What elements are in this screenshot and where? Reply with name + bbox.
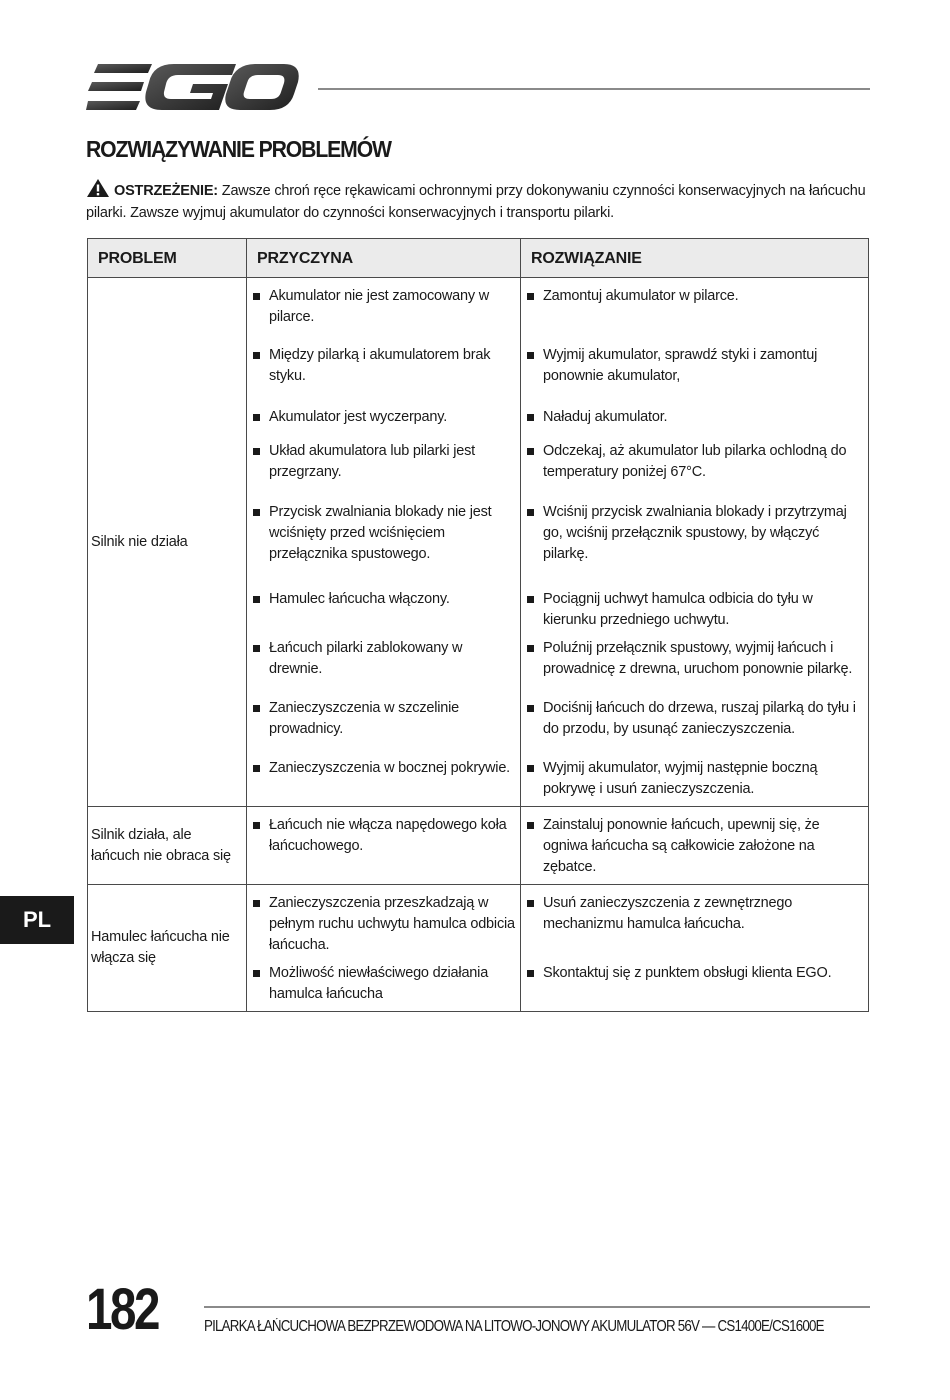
problem-cell: Silnik nie działa [88, 278, 247, 807]
warning-triangle-icon [86, 178, 110, 198]
warning-label: OSTRZEŻENIE: [114, 183, 218, 199]
warning-notice [86, 178, 886, 224]
cause-item: Przycisk zwalniania blokady nie jest wciśnięty przed wciśnięciem przełącznika spustowego. [251, 502, 516, 589]
table-row [88, 885, 869, 1012]
cause-item: Zanieczyszczenia w bocznej pokrywie. [251, 758, 516, 800]
cause-item: Między pilarką i akumulatorem brak styku. [251, 345, 516, 407]
cause-item: Zanieczyszczenia w szczelinie prowadnicy. [251, 698, 516, 758]
table-row [88, 807, 869, 885]
solution-item: Skontaktuj się z punktem obsługi klienta EGO. [525, 963, 864, 984]
header-solution: ROZWIĄZANIE [521, 239, 869, 278]
solution-item: Wyjmij akumulator, sprawdź styki i zamontuj ponownie akumulator, [525, 345, 864, 407]
solution-cell [521, 278, 869, 807]
language-tab: PL [0, 896, 74, 944]
ego-logo [86, 62, 300, 114]
solution-item: Wyjmij akumulator, wyjmij następnie boczną pokrywę i usuń zanieczyszczenia. [525, 758, 864, 800]
warning-text: Zawsze chroń ręce rękawicami ochronnymi przy dokonywaniu czynności konserwacyjnych na łańcuchu pilarki. Zawsze wyjmuj akumulator do czynności konserwacyjnych i transportu pilarki. [86, 183, 866, 221]
solution-cell [521, 807, 869, 885]
section-title: ROZWIĄZYWANIE PROBLEMÓW [86, 136, 391, 162]
cause-cell [247, 278, 521, 807]
solution-item: Naładuj akumulator. [525, 407, 864, 441]
troubleshooting-table [87, 238, 869, 1012]
solution-item: Poluźnij przełącznik spustowy, wyjmij łańcuch i prowadnicę z drewna, uruchom ponownie pilarkę. [525, 638, 864, 698]
solution-item: Dociśnij łańcuch do drzewa, ruszaj pilarką do tyłu i do przodu, by usunąć zanieczyszczenia. [525, 698, 864, 758]
solution-item: Usuń zanieczyszczenia z zewnętrznego mechanizmu hamulca łańcucha. [525, 893, 864, 963]
header-problem: PROBLEM [88, 239, 247, 278]
cause-item: Łańcuch pilarki zablokowany w drewnie. [251, 638, 516, 698]
header-cause: PRZYCZYNA [247, 239, 521, 278]
solution-item: Zamontuj akumulator w pilarce. [525, 286, 864, 345]
cause-item: Hamulec łańcucha włączony. [251, 589, 516, 638]
footer-rule [204, 1306, 870, 1308]
cause-item: Łańcuch nie włącza napędowego koła łańcuchowego. [251, 815, 516, 857]
solution-item: Wciśnij przycisk zwalniania blokady i przytrzymaj go, wciśnij przełącznik spustowy, by włączyć pilarkę. [525, 502, 864, 589]
table-row [88, 278, 869, 807]
cause-item: Układ akumulatora lub pilarki jest przegrzany. [251, 441, 516, 502]
solution-cell [521, 885, 869, 1012]
table-header-row [88, 239, 869, 278]
header-rule [318, 88, 870, 90]
cause-cell [247, 885, 521, 1012]
problem-cell: Silnik działa, ale łańcuch nie obraca się [88, 807, 247, 885]
solution-item: Pociągnij uchwyt hamulca odbicia do tyłu w kierunku przedniego uchwytu. [525, 589, 864, 638]
footer-title: PILARKA ŁAŃCUCHOWA BEZPRZEWODOWA NA LITOWO-JONOWY AKUMULATOR 56V — CS1400E/CS1600E [204, 1318, 824, 1335]
problem-cell: Hamulec łańcucha nie włącza się [88, 885, 247, 1012]
solution-item: Odczekaj, aż akumulator lub pilarka ochlodną do temperatury poniżej 67°C. [525, 441, 864, 502]
solution-item: Zainstaluj ponownie łańcuch, upewnij się, że ogniwa łańcucha są całkowicie założone na zębatce. [525, 815, 864, 878]
cause-item: Akumulator jest wyczerpany. [251, 407, 516, 441]
cause-cell [247, 807, 521, 885]
cause-item: Zanieczyszczenia przeszkadzają w pełnym ruchu uchwytu hamulca odbicia łańcucha. [251, 893, 516, 963]
cause-item: Możliwość niewłaściwego działania hamulca łańcucha [251, 963, 516, 1005]
page-number: 182 [86, 1277, 158, 1342]
cause-item: Akumulator nie jest zamocowany w pilarce. [251, 286, 516, 345]
